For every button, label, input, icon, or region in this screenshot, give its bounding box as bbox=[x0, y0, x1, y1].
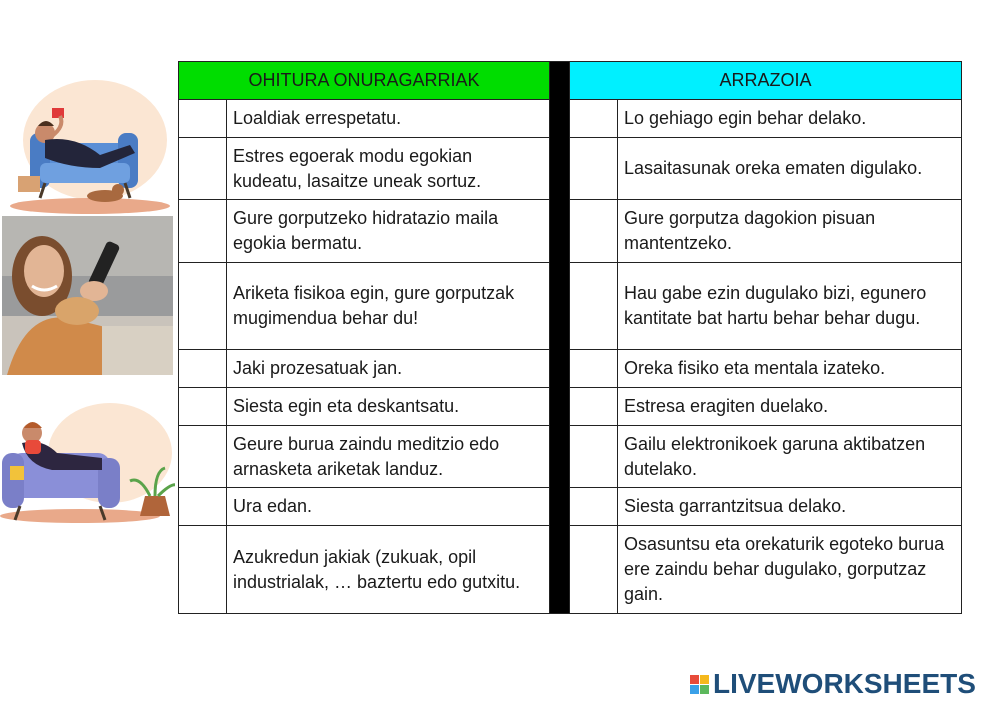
habit-cell: Ariketa fisikoa egin, gure gorputzak mugimendua behar du! bbox=[227, 263, 550, 350]
answer-box-left[interactable] bbox=[179, 350, 227, 388]
answer-box-right[interactable] bbox=[570, 350, 618, 388]
answer-box-left[interactable] bbox=[179, 100, 227, 138]
habit-cell: Siesta egin eta deskantsatu. bbox=[227, 388, 550, 426]
liveworksheets-logo-icon bbox=[690, 675, 709, 694]
answer-box-right[interactable] bbox=[570, 100, 618, 138]
habit-cell: Estres egoerak modu egokian kudeatu, lasaitze uneak sortuz. bbox=[227, 138, 550, 200]
reason-cell: Gailu elektronikoek garuna aktibatzen dutelako. bbox=[618, 426, 962, 488]
header-reason: ARRAZOIA bbox=[570, 62, 962, 100]
table-row bbox=[179, 388, 962, 426]
answer-box-left[interactable] bbox=[179, 488, 227, 526]
table-row bbox=[179, 426, 962, 488]
answer-box-right[interactable] bbox=[570, 426, 618, 488]
table-row bbox=[179, 488, 962, 526]
answer-box-right[interactable] bbox=[570, 263, 618, 350]
logo-text: LIVEWORKSHEETS bbox=[713, 668, 976, 699]
header-healthy-habits: OHITURA ONURAGARRIAK bbox=[179, 62, 550, 100]
habit-cell: Gure gorputzeko hidratazio maila egokia bermatu. bbox=[227, 200, 550, 263]
woman-with-remote-photo bbox=[2, 216, 173, 375]
reason-cell: Hau gabe ezin dugulako bizi, egunero kantitate bat hartu behar behar dugu. bbox=[618, 263, 962, 350]
sofa-reading-illustration bbox=[0, 78, 175, 218]
habits-reasons-table bbox=[178, 61, 962, 614]
answer-box-left[interactable] bbox=[179, 526, 227, 614]
sofa-relaxing-illustration bbox=[0, 398, 175, 528]
reason-cell: Estresa eragiten duelako. bbox=[618, 388, 962, 426]
column-separator bbox=[550, 62, 570, 614]
answer-box-left[interactable] bbox=[179, 138, 227, 200]
answer-box-right[interactable] bbox=[570, 138, 618, 200]
habit-cell: Jaki prozesatuak jan. bbox=[227, 350, 550, 388]
answer-box-right[interactable] bbox=[570, 388, 618, 426]
reason-cell: Siesta garrantzitsua delako. bbox=[618, 488, 962, 526]
answer-box-left[interactable] bbox=[179, 263, 227, 350]
table-row bbox=[179, 138, 962, 200]
reason-cell: Lo gehiago egin behar delako. bbox=[618, 100, 962, 138]
habit-cell: Loaldiak errespetatu. bbox=[227, 100, 550, 138]
table-row bbox=[179, 526, 962, 614]
answer-box-right[interactable] bbox=[570, 200, 618, 263]
answer-box-right[interactable] bbox=[570, 526, 618, 614]
reason-cell: Lasaitasunak oreka ematen digulako. bbox=[618, 138, 962, 200]
reason-cell: Osasuntsu eta orekaturik egoteko burua ere zaindu behar dugulako, gorputzaz gain. bbox=[618, 526, 962, 614]
habit-cell: Azukredun jakiak (zukuak, opil industrialak, … baztertu edo gutxitu. bbox=[227, 526, 550, 614]
answer-box-right[interactable] bbox=[570, 488, 618, 526]
answer-box-left[interactable] bbox=[179, 426, 227, 488]
table-row bbox=[179, 100, 962, 138]
table-row bbox=[179, 200, 962, 263]
table-row bbox=[179, 350, 962, 388]
reason-cell: Oreka fisiko eta mentala izateko. bbox=[618, 350, 962, 388]
habit-cell: Geure burua zaindu meditzio edo arnasketa ariketak landuz. bbox=[227, 426, 550, 488]
table-row bbox=[179, 263, 962, 350]
answer-box-left[interactable] bbox=[179, 388, 227, 426]
reason-cell: Gure gorputza dagokion pisuan mantentzeko. bbox=[618, 200, 962, 263]
answer-box-left[interactable] bbox=[179, 200, 227, 263]
habit-cell: Ura edan. bbox=[227, 488, 550, 526]
liveworksheets-logo bbox=[690, 668, 976, 700]
table-header-row bbox=[179, 62, 962, 100]
